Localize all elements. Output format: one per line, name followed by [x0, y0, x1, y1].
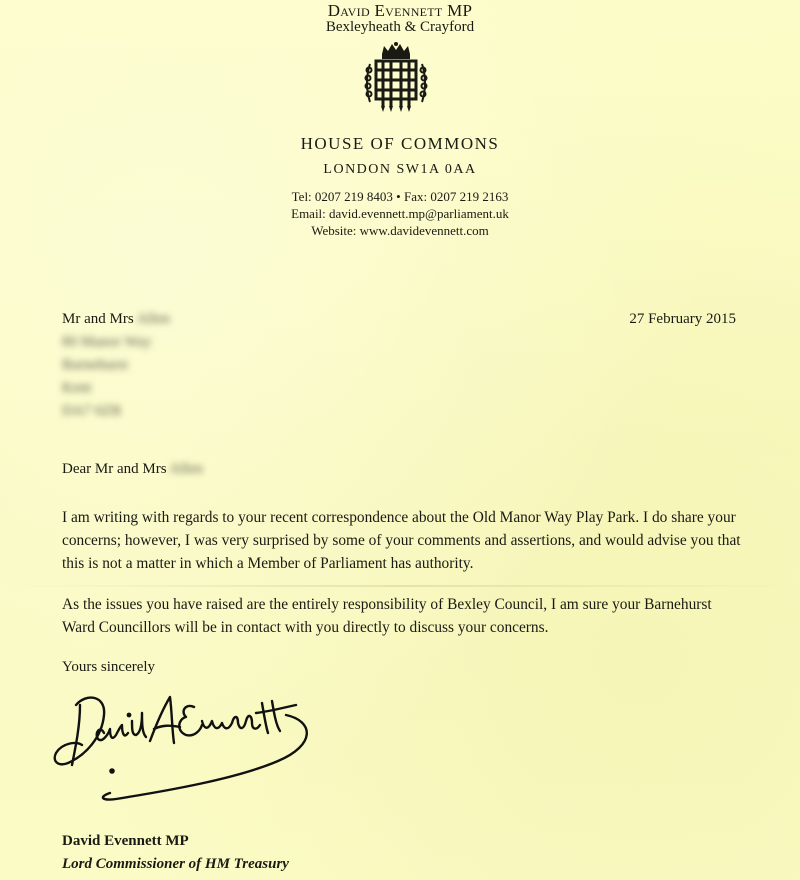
phone-fax: Tel: 0207 219 8403 • Fax: 0207 219 2163	[291, 189, 509, 204]
house-of-commons: HOUSE OF COMMONS	[300, 134, 500, 153]
recipient-address-line: DA7 6ZR	[62, 403, 122, 419]
body-paragraph: As the issues you have raised are the entirely responsibility of Bexley Council, I am sure your Barnehurst Ward Councillors will be in contact with you directly to discuss your concerns.	[62, 596, 712, 636]
recipient-address-line: Kent	[62, 380, 92, 396]
letter-date: 27 February 2015	[629, 311, 736, 327]
salutation-prefix: Dear Mr and Mrs	[62, 461, 167, 477]
portcullis-icon	[364, 42, 428, 114]
recipient-name	[62, 311, 170, 328]
signatory-title: Lord Commissioner of HM Treasury	[62, 856, 289, 872]
recipient-surname-redacted: Allen	[136, 311, 170, 327]
recipient-address-line: 80 Manor Way	[62, 334, 152, 350]
signatory-name: David Evennett MP	[62, 833, 189, 849]
letterhead-name: David Evennett MP	[327, 1, 473, 20]
paper-fold	[0, 585, 800, 587]
closing: Yours sincerely	[62, 659, 156, 675]
body-paragraph: I am writing with regards to your recent correspondence about the Old Manor Way Play Park. I do share your concerns; however, I was very surprised by some of your comments and assertions, and would advise you that this is not a matter in which a Member of Parliament has authority.	[62, 509, 741, 572]
recipient-address-line: Barnehurst	[62, 357, 128, 373]
london-address: LONDON SW1A 0AA	[323, 162, 477, 177]
email-line: Email: david.evennett.mp@parliament.uk	[291, 206, 509, 221]
recipient-prefix: Mr and Mrs	[62, 311, 134, 327]
handwritten-signature	[46, 685, 316, 810]
salutation	[62, 461, 203, 478]
website-line: Website: www.davidevennett.com	[311, 223, 489, 238]
letterhead-constituency: Bexleyheath & Crayford	[325, 19, 475, 35]
salutation-surname-redacted: Allen	[169, 461, 203, 477]
